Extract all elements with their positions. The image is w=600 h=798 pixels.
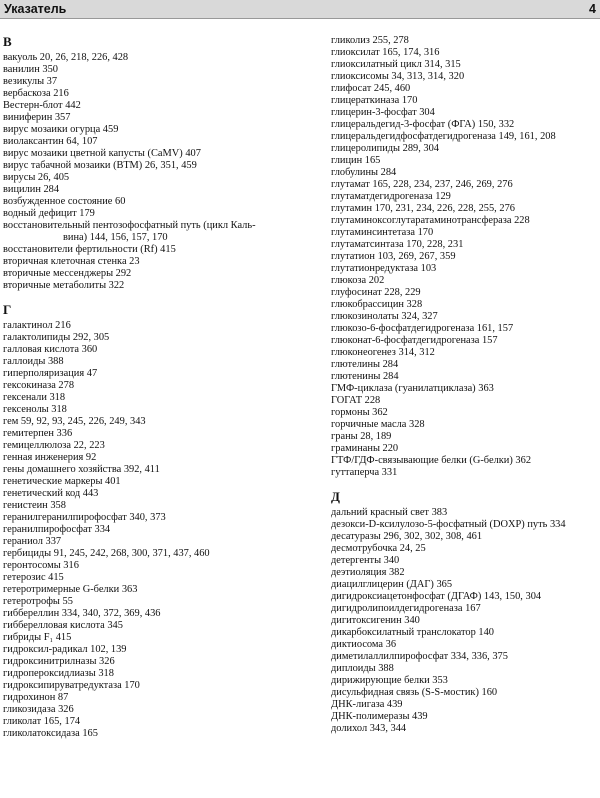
- index-entry: гликолат 165, 174: [3, 716, 81, 727]
- index-entry: диплоиды 388: [331, 663, 394, 674]
- index-entry: гетеротрофы 55: [3, 596, 73, 607]
- index-entry: гены домашнего хозяйства 392, 411: [3, 464, 160, 475]
- index-entry: виниферин 357: [3, 112, 71, 123]
- index-entry: глютенины 284: [331, 371, 399, 382]
- index-entry: дигидролипоилдегидрогеназа 167: [331, 603, 481, 614]
- index-entry: граны 28, 189: [331, 431, 392, 442]
- index-entry: глутаминсинтетаза 170: [331, 227, 434, 238]
- index-entry: галловая кислота 360: [3, 344, 98, 355]
- index-entry: вирус мозаики огурца 459: [3, 124, 119, 135]
- left-column: [3, 34, 295, 740]
- index-entry: генетический код 443: [3, 488, 99, 499]
- index-entry: гексокиназа 278: [3, 380, 75, 391]
- index-entry: ГМФ-циклаза (гуанилатциклаза) 363: [331, 383, 494, 394]
- index-entry: глюкозо-6-фосфатдегидрогеназа 161, 157: [331, 323, 514, 334]
- index-entry: галактинол 216: [3, 320, 71, 331]
- index-entry: гидропероксидлиазы 318: [3, 668, 114, 679]
- index-entry: глутаминоксоглутаратаминотрансфераза 228: [331, 215, 530, 226]
- index-entry: везикулы 37: [3, 76, 58, 87]
- index-entry: вакуоль 20, 26, 218, 226, 428: [3, 52, 129, 63]
- index-entry: глютелины 284: [331, 359, 399, 370]
- index-entry: глицераткиназа 170: [331, 95, 418, 106]
- index-entry: глиоксисомы 34, 313, 314, 320: [331, 71, 465, 82]
- index-entry: возбужденное состояние 60: [3, 196, 126, 207]
- section-letter: Г: [3, 302, 12, 317]
- index-entry: граминаны 220: [331, 443, 399, 454]
- index-entry: ГОГАТ 228: [331, 395, 381, 406]
- index-entry: вторичные мессенджеры 292: [3, 268, 132, 279]
- index-entry: вирусы 26, 405: [3, 172, 70, 183]
- index-entry: глицерин-3-фосфат 304: [331, 107, 435, 118]
- index-entry: дезокси-D-ксилулозо-5-фосфатный (DOXP) путь 334: [331, 519, 566, 530]
- index-entry: вирус табачной мозаики (ВТМ) 26, 351, 459: [3, 160, 197, 171]
- index-entry: глюконеогенез 314, 312: [331, 347, 435, 358]
- index-entry: генная инженерия 92: [3, 452, 97, 463]
- index-entry: геранилпирофосфат 334: [3, 524, 111, 535]
- index-entry: десмотрубочка 24, 25: [331, 543, 426, 554]
- index-entry: глицеролипиды 289, 304: [331, 143, 440, 154]
- index-entry: глюкобрассицин 328: [331, 299, 423, 310]
- index-entry: глутатион 103, 269, 267, 359: [331, 251, 456, 262]
- index-entry: глуфосинат 228, 229: [331, 287, 421, 298]
- index-entry: горчичные масла 328: [331, 419, 425, 430]
- index-entry: вторичная клеточная стенка 23: [3, 256, 140, 267]
- index-entry: гетеротримерные G-белки 363: [3, 584, 138, 595]
- index-entry: гидроксинитрилназы 326: [3, 656, 115, 667]
- index-entry: гликолатоксидаза 165: [3, 728, 98, 739]
- index-entry: гормоны 362: [331, 407, 388, 418]
- index-entry: десатуразы 296, 302, 302, 308, 461: [331, 531, 483, 542]
- index-entry: восстановители фертильности (Rf) 415: [3, 244, 176, 255]
- index-entry: дирижирующие белки 353: [331, 675, 448, 686]
- index-entry: глутаматсинтаза 170, 228, 231: [331, 239, 464, 250]
- header-title: Указатель: [4, 2, 67, 16]
- index-entry: ванилин 350: [3, 64, 58, 75]
- index-entry: гидроксипируватредуктаза 170: [3, 680, 140, 691]
- index-entry: глутамат 165, 228, 234, 237, 246, 269, 276: [331, 179, 513, 190]
- index-entry: генетические маркеры 401: [3, 476, 121, 487]
- index-entry: дальний красный свет 383: [331, 507, 448, 518]
- index-entry: восстановительный пентозофосфатный путь (цикл Каль-: [3, 220, 256, 231]
- index-entry: галактолипиды 292, 305: [3, 332, 110, 343]
- index-entry: глутамин 170, 231, 234, 226, 228, 255, 276: [331, 203, 515, 214]
- section-letter: Д: [331, 489, 340, 504]
- index-entry: галлоиды 388: [3, 356, 64, 367]
- index-entry: глицеральдегидфосфатдегидрогеназа 149, 161, 208: [331, 131, 556, 142]
- index-entry: геронтосомы 316: [3, 560, 79, 571]
- index-entry: глифосат 245, 460: [331, 83, 411, 94]
- index-entry: дисульфидная связь (S-S-мостик) 160: [331, 687, 498, 698]
- index-entry: гуттаперча 331: [331, 467, 398, 478]
- index-entry: ДНК-лигаза 439: [331, 699, 403, 710]
- index-entry: гетерозис 415: [3, 572, 64, 583]
- index-entry: гексенали 318: [3, 392, 66, 403]
- index-entry: дигидроксиацетонфосфат (ДГАФ) 143, 150, 304: [331, 591, 542, 602]
- index-entry: Вестерн-блот 442: [3, 100, 81, 111]
- page-number: 4: [589, 2, 596, 16]
- index-entry: дикарбоксилатный транслокатор 140: [331, 627, 494, 638]
- index-entry: гидрохинон 87: [3, 692, 69, 703]
- index-entry: глутаматдегидрогеназа 129: [331, 191, 451, 202]
- index-entry: гербициды 91, 245, 242, 268, 300, 371, 437, 460: [3, 548, 210, 559]
- index-entry: дигитоксигенин 340: [331, 615, 420, 626]
- index-entry: глиоксилатный цикл 314, 315: [331, 59, 461, 70]
- index-entry: вирус мозаики цветной капусты (CaMV) 407: [3, 148, 201, 159]
- index-entry: глюкоза 202: [331, 275, 385, 286]
- index-entry: гиббереллин 334, 340, 372, 369, 436: [3, 608, 161, 619]
- index-entry: диктиосома 36: [331, 639, 397, 650]
- index-entry: глюконат-6-фосфатдегидрогеназа 157: [331, 335, 498, 346]
- section-letter: В: [3, 34, 12, 49]
- index-entry: вербаскоза 216: [3, 88, 69, 99]
- index-entry: гемитерпен 336: [3, 428, 73, 439]
- index-entry: глутатионредуктаза 103: [331, 263, 437, 274]
- index-entry: гексенолы 318: [3, 404, 67, 415]
- index-entry: вторичные метаболиты 322: [3, 280, 125, 291]
- index-entry: долихол 343, 344: [331, 723, 407, 734]
- index-entry: гераниол 337: [3, 536, 62, 547]
- index-entry: гидроксил-радикал 102, 139: [3, 644, 127, 655]
- index-entry: глиоксилат 165, 174, 316: [331, 47, 440, 58]
- index-entry: виолаксантин 64, 107: [3, 136, 98, 147]
- index-entry: диацилглицерин (ДАГ) 365: [331, 579, 453, 590]
- index-entry: глицеральдегид-3-фосфат (ФГА) 150, 332: [331, 119, 515, 130]
- index-entry: гиперполяризация 47: [3, 368, 98, 379]
- right-column: [331, 35, 599, 735]
- running-header: [0, 0, 600, 19]
- index-entry: гемицеллюлоза 22, 223: [3, 440, 105, 451]
- index-entry: гликозидаза 326: [3, 704, 74, 715]
- index-entry: детергенты 340: [331, 555, 400, 566]
- index-entry: водный дефицит 179: [3, 208, 95, 219]
- index-entry: вина) 144, 156, 157, 170: [63, 232, 168, 243]
- index-entry: вицилин 284: [3, 184, 60, 195]
- index-entry: ДНК-полимеразы 439: [331, 711, 428, 722]
- index-entry: гликолиз 255, 278: [331, 35, 409, 46]
- index-entry: глобулины 284: [331, 167, 397, 178]
- index-entry: диметилаллилпирофосфат 334, 336, 375: [331, 651, 508, 662]
- index-entry: глюкозинолаты 324, 327: [331, 311, 438, 322]
- index-entry: гибриды F₁ 415: [3, 632, 72, 643]
- index-entry: гем 59, 92, 93, 245, 226, 249, 343: [3, 416, 146, 427]
- index-entry: генистеин 358: [3, 500, 66, 511]
- index-entry: геранилгеранилпирофосфат 340, 373: [3, 512, 166, 523]
- index-entry: деэтиоляция 382: [331, 567, 405, 578]
- index-entry: гибберелловая кислота 345: [3, 620, 123, 631]
- index-entry: ГТФ/ГДФ-связывающие белки (G-белки) 362: [331, 455, 532, 466]
- index-entry: глицин 165: [331, 155, 381, 166]
